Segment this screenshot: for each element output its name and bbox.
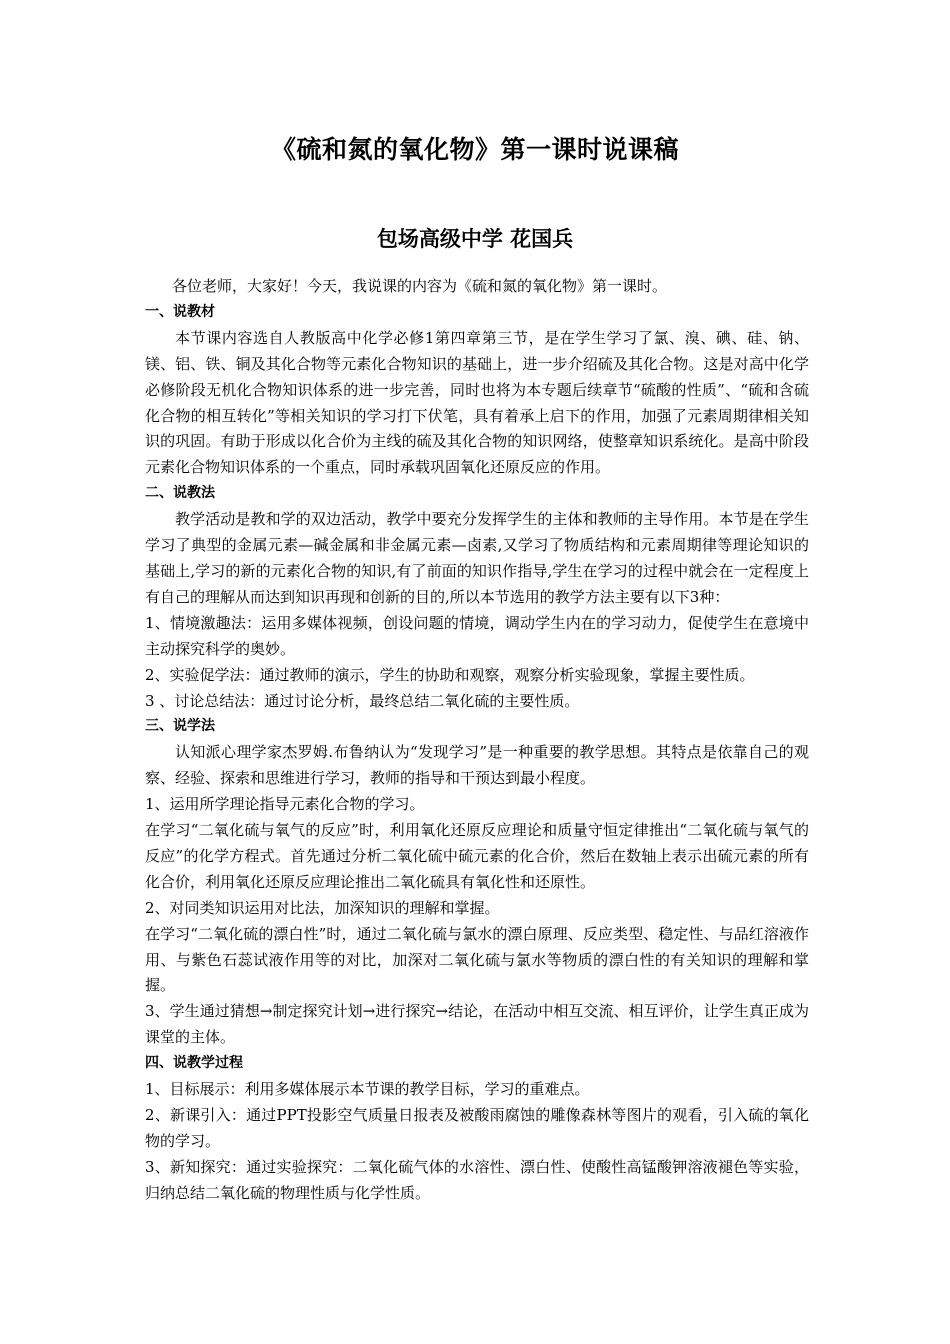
list-item: 1、情境激趣法：运用多媒体视频，创设问题的情境，调动学生内在的学习动力，促使学生在意境中主动探究科学的奥妙。 (145, 613, 809, 658)
paragraph: 在学习“二氧化硫的漂白性”时，通过二氧化硫与氯水的漂白原理、反应类型、稳定性、与品红溶液作用、与紫色石蕊试液作用等的对比，加深对二氧化硫与氯水等物质的漂白性的有关知识的理解和掌握。 (145, 924, 809, 995)
section-heading: 一、说教材 (145, 303, 215, 320)
paragraph: 教学活动是教和学的双边活动，教学中要充分发挥学生的主体和教师的主导作用。本节是在学生学习了典型的金属元素—碱金属和非金属元素—卤素,又学习了物质结构和元素周期律等理论知识的基础上,学习的新的元素化合物的知识,有了前面的知识作指导,学生在学习的过程中就会在一定程度上有自己的理解从而达到知识再现和创新的目的,所以本节选用的教学方法主要有以下3种： (145, 510, 809, 606)
list-item: 3、学生通过猜想→制定探究计划→进行探究→结论，在活动中相互交流、相互评价，让学生真正成为课堂的主体。 (145, 1002, 809, 1047)
list-item: 3、新知探究：通过实验探究：二氧化硫气体的水溶性、漂白性、使酸性高锰酸钾溶液褪色等实验，归纳总结二氧化硫的物理性质与化学性质。 (145, 1157, 809, 1202)
paragraph: 认知派心理学家杰罗姆.布鲁纳认为“发现学习”是一种重要的教学思想。其特点是依靠自己的观察、经验、探索和思维进行学习，教师的指导和干预达到最小程度。 (145, 743, 809, 788)
author-line: 包场高级中学 花国兵 (376, 227, 574, 251)
section-heading: 二、说教法 (145, 485, 215, 502)
section-heading: 四、说教学过程 (145, 1055, 243, 1072)
section-heading: 三、说学法 (145, 718, 215, 735)
list-item: 1、目标展示：利用多媒体展示本节课的教学目标，学习的重难点。 (145, 1080, 590, 1099)
list-item: 2、实验促学法：通过教师的演示，学生的协助和观察，观察分析实验现象，掌握主要性质。 (145, 665, 755, 684)
list-item: 2、新课引入：通过PPT投影空气质量日报表及被酸雨腐蚀的雕像森林等图片的观看，引入硫的氧化物的学习。 (145, 1106, 809, 1150)
document-title: 《硫和氮的氧化物》第一课时说课稿 (270, 135, 679, 164)
document-body (145, 274, 809, 1207)
list-item: 1、运用所学理论指导元素化合物的学习。 (145, 795, 425, 814)
list-item: 3 、讨论总结法：通过讨论分析，最终总结二氧化硫的主要性质。 (145, 691, 580, 710)
paragraph: 在学习“二氧化硫与氧气的反应”时，利用氧化还原反应理论和质量守恒定律推出“二氧化硫与氧气的反应”的化学方程式。首先通过分析二氧化硫中硫元素的化合价，然后在数轴上表示出硫元素的所有化合价，利用氧化还原反应理论推出二氧化硫具有氧化性和还原性。 (145, 821, 809, 891)
list-item: 2、对同类知识运用对比法，加深知识的理解和掌握。 (145, 898, 500, 917)
paragraph: 本节课内容选自人教版高中化学必修1第四章第三节，是在学生学习了氯、溴、碘、硅、钠、镁、铝、铁、铜及其化合物等元素化合物知识的基础上，进一步介绍硫及其化合物。这是对高中化学必修阶段无机化合物知识体系的进一步完善，同时也将为本专题后续章节“硫酸的性质”、“硫和含硫化合物的相互转化”等相关知识的学习打下伏笔，具有着承上启下的作用，加强了元素周期律相关知识的巩固。有助于形成以化合价为主线的硫及其化合物的知识网络，使整章知识系统化。是高中阶段元素化合物知识体系的一个重点，同时承载巩固氧化还原反应的作用。 (145, 328, 809, 477)
greeting-paragraph: 各位老师，大家好！今天，我说课的内容为《硫和氮的氧化物》第一课时。 (172, 277, 668, 295)
